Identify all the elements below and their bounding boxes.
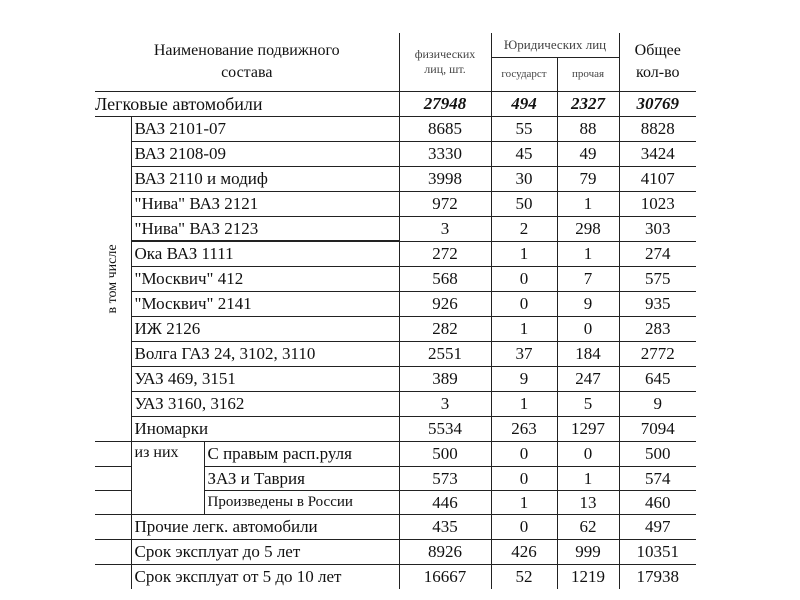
cell-phys: 3: [399, 216, 491, 241]
cell-other: 62: [557, 514, 619, 539]
table-row: [95, 341, 696, 366]
cell-phys: 435: [399, 514, 491, 539]
table-row: [95, 191, 696, 216]
row-label: Легковые автомобили: [95, 91, 399, 116]
table-row: [95, 241, 696, 266]
cell-phys: 3: [399, 391, 491, 416]
cell-gov: 30: [491, 166, 557, 191]
cell-gov: 0: [491, 291, 557, 316]
row-label: Прочие легк. автомобили: [131, 514, 399, 539]
row-label: Иномарки: [131, 416, 399, 441]
row-label: ВАЗ 2108-09: [131, 141, 399, 166]
row-label: "Москвич" 412: [131, 266, 399, 291]
row-label: "Нива" ВАЗ 2123: [131, 216, 399, 241]
sub-label: из них: [131, 441, 204, 514]
cell-total: 2772: [619, 341, 696, 366]
cell-total: 1023: [619, 191, 696, 216]
cell-phys: 446: [399, 490, 491, 514]
cell-phys: 389: [399, 366, 491, 391]
row-label: Срок эксплуат от 5 до 10 лет: [131, 564, 399, 589]
table-row: [95, 91, 696, 116]
cell-other: 9: [557, 291, 619, 316]
row-label: Волга ГАЗ 24, 3102, 3110: [131, 341, 399, 366]
cell-gov: 55: [491, 116, 557, 141]
cell-other: 1297: [557, 416, 619, 441]
cell-total: 3424: [619, 141, 696, 166]
cell-phys: 2551: [399, 341, 491, 366]
cell-phys: 3330: [399, 141, 491, 166]
cell-gov: 0: [491, 441, 557, 466]
cell-total: 17938: [619, 564, 696, 589]
cell-total: 7094: [619, 416, 696, 441]
cell-total: 497: [619, 514, 696, 539]
row-label: "Москвич" 2141: [131, 291, 399, 316]
cell-other: 13: [557, 490, 619, 514]
row-label: ВАЗ 2110 и модиф: [131, 166, 399, 191]
cell-total: 10351: [619, 539, 696, 564]
table-row: [95, 391, 696, 416]
cell-other: 88: [557, 116, 619, 141]
cell-other: 1: [557, 241, 619, 266]
cell-other: 5: [557, 391, 619, 416]
header-legal-group: Юридических лиц: [491, 33, 619, 57]
table-row: [95, 266, 696, 291]
cell-other: 2327: [557, 91, 619, 116]
table-row: [95, 316, 696, 341]
cell-phys: 282: [399, 316, 491, 341]
cell-phys: 16667: [399, 564, 491, 589]
cell-total: 303: [619, 216, 696, 241]
cell-other: 79: [557, 166, 619, 191]
table-row: [95, 514, 696, 539]
cell-gov: 426: [491, 539, 557, 564]
cell-other: 298: [557, 216, 619, 241]
cell-phys: 568: [399, 266, 491, 291]
row-label: УАЗ 3160, 3162: [131, 391, 399, 416]
cell-gov: 37: [491, 341, 557, 366]
cell-other: 0: [557, 441, 619, 466]
cell-total: 274: [619, 241, 696, 266]
cell-other: 999: [557, 539, 619, 564]
cell-other: 1219: [557, 564, 619, 589]
vehicle-fleet-table: [95, 33, 696, 589]
row-label: С правым расп.руля: [204, 441, 399, 466]
cell-other: 7: [557, 266, 619, 291]
header-gov: государст: [491, 57, 557, 91]
cell-other: 49: [557, 141, 619, 166]
cell-gov: 0: [491, 266, 557, 291]
table-row: [95, 141, 696, 166]
cell-gov: 1: [491, 316, 557, 341]
cell-phys: 272: [399, 241, 491, 266]
table-row: [95, 291, 696, 316]
header-other: прочая: [557, 57, 619, 91]
cell-phys: 573: [399, 466, 491, 490]
header-total-cell: [619, 33, 696, 91]
cell-gov: 9: [491, 366, 557, 391]
cell-phys: 8926: [399, 539, 491, 564]
cell-phys: 27948: [399, 91, 491, 116]
cell-gov: 0: [491, 466, 557, 490]
cell-total: 575: [619, 266, 696, 291]
table-row: [95, 441, 696, 466]
cell-gov: 50: [491, 191, 557, 216]
cell-phys: 8685: [399, 116, 491, 141]
group-label: в том числе: [104, 243, 120, 314]
header-phys-cell: [399, 33, 491, 91]
cell-gov: 494: [491, 91, 557, 116]
header-name: Наименование подвижного состава: [153, 42, 340, 81]
cell-gov: 1: [491, 490, 557, 514]
cell-gov: 1: [491, 241, 557, 266]
row-label: ИЖ 2126: [131, 316, 399, 341]
cell-total: 283: [619, 316, 696, 341]
table-row: [95, 166, 696, 191]
cell-total: 935: [619, 291, 696, 316]
cell-gov: 45: [491, 141, 557, 166]
row-label: УАЗ 469, 3151: [131, 366, 399, 391]
cell-gov: 0: [491, 514, 557, 539]
cell-total: 9: [619, 391, 696, 416]
row-label: Произведены в России: [204, 490, 399, 514]
table-row: [95, 366, 696, 391]
row-label: "Нива" ВАЗ 2121: [131, 191, 399, 216]
cell-other: 0: [557, 316, 619, 341]
cell-phys: 3998: [399, 166, 491, 191]
cell-phys: 500: [399, 441, 491, 466]
cell-gov: 1: [491, 391, 557, 416]
cell-total: 30769: [619, 91, 696, 116]
row-label: Ока ВАЗ 1111: [131, 241, 399, 266]
table-row: [95, 116, 696, 141]
group-label-cell: [95, 116, 131, 441]
table-row: [95, 564, 696, 589]
cell-other: 247: [557, 366, 619, 391]
cell-total: 500: [619, 441, 696, 466]
cell-gov: 2: [491, 216, 557, 241]
row-label: ЗАЗ и Таврия: [204, 466, 399, 490]
cell-other: 184: [557, 341, 619, 366]
cell-other: 1: [557, 191, 619, 216]
cell-total: 4107: [619, 166, 696, 191]
table-row: [95, 539, 696, 564]
header-phys: физических лиц, шт.: [414, 46, 476, 76]
cell-total: 8828: [619, 116, 696, 141]
row-label: Срок эксплуат до 5 лет: [131, 539, 399, 564]
row-label: ВАЗ 2101-07: [131, 116, 399, 141]
header-total: Общее кол-во: [634, 42, 681, 81]
cell-phys: 5534: [399, 416, 491, 441]
header-name-cell: [95, 33, 399, 91]
cell-other: 1: [557, 466, 619, 490]
cell-total: 645: [619, 366, 696, 391]
cell-phys: 926: [399, 291, 491, 316]
cell-total: 574: [619, 466, 696, 490]
cell-gov: 52: [491, 564, 557, 589]
table-row: [95, 216, 696, 241]
table-row: [95, 416, 696, 441]
cell-gov: 263: [491, 416, 557, 441]
cell-total: 460: [619, 490, 696, 514]
cell-phys: 972: [399, 191, 491, 216]
